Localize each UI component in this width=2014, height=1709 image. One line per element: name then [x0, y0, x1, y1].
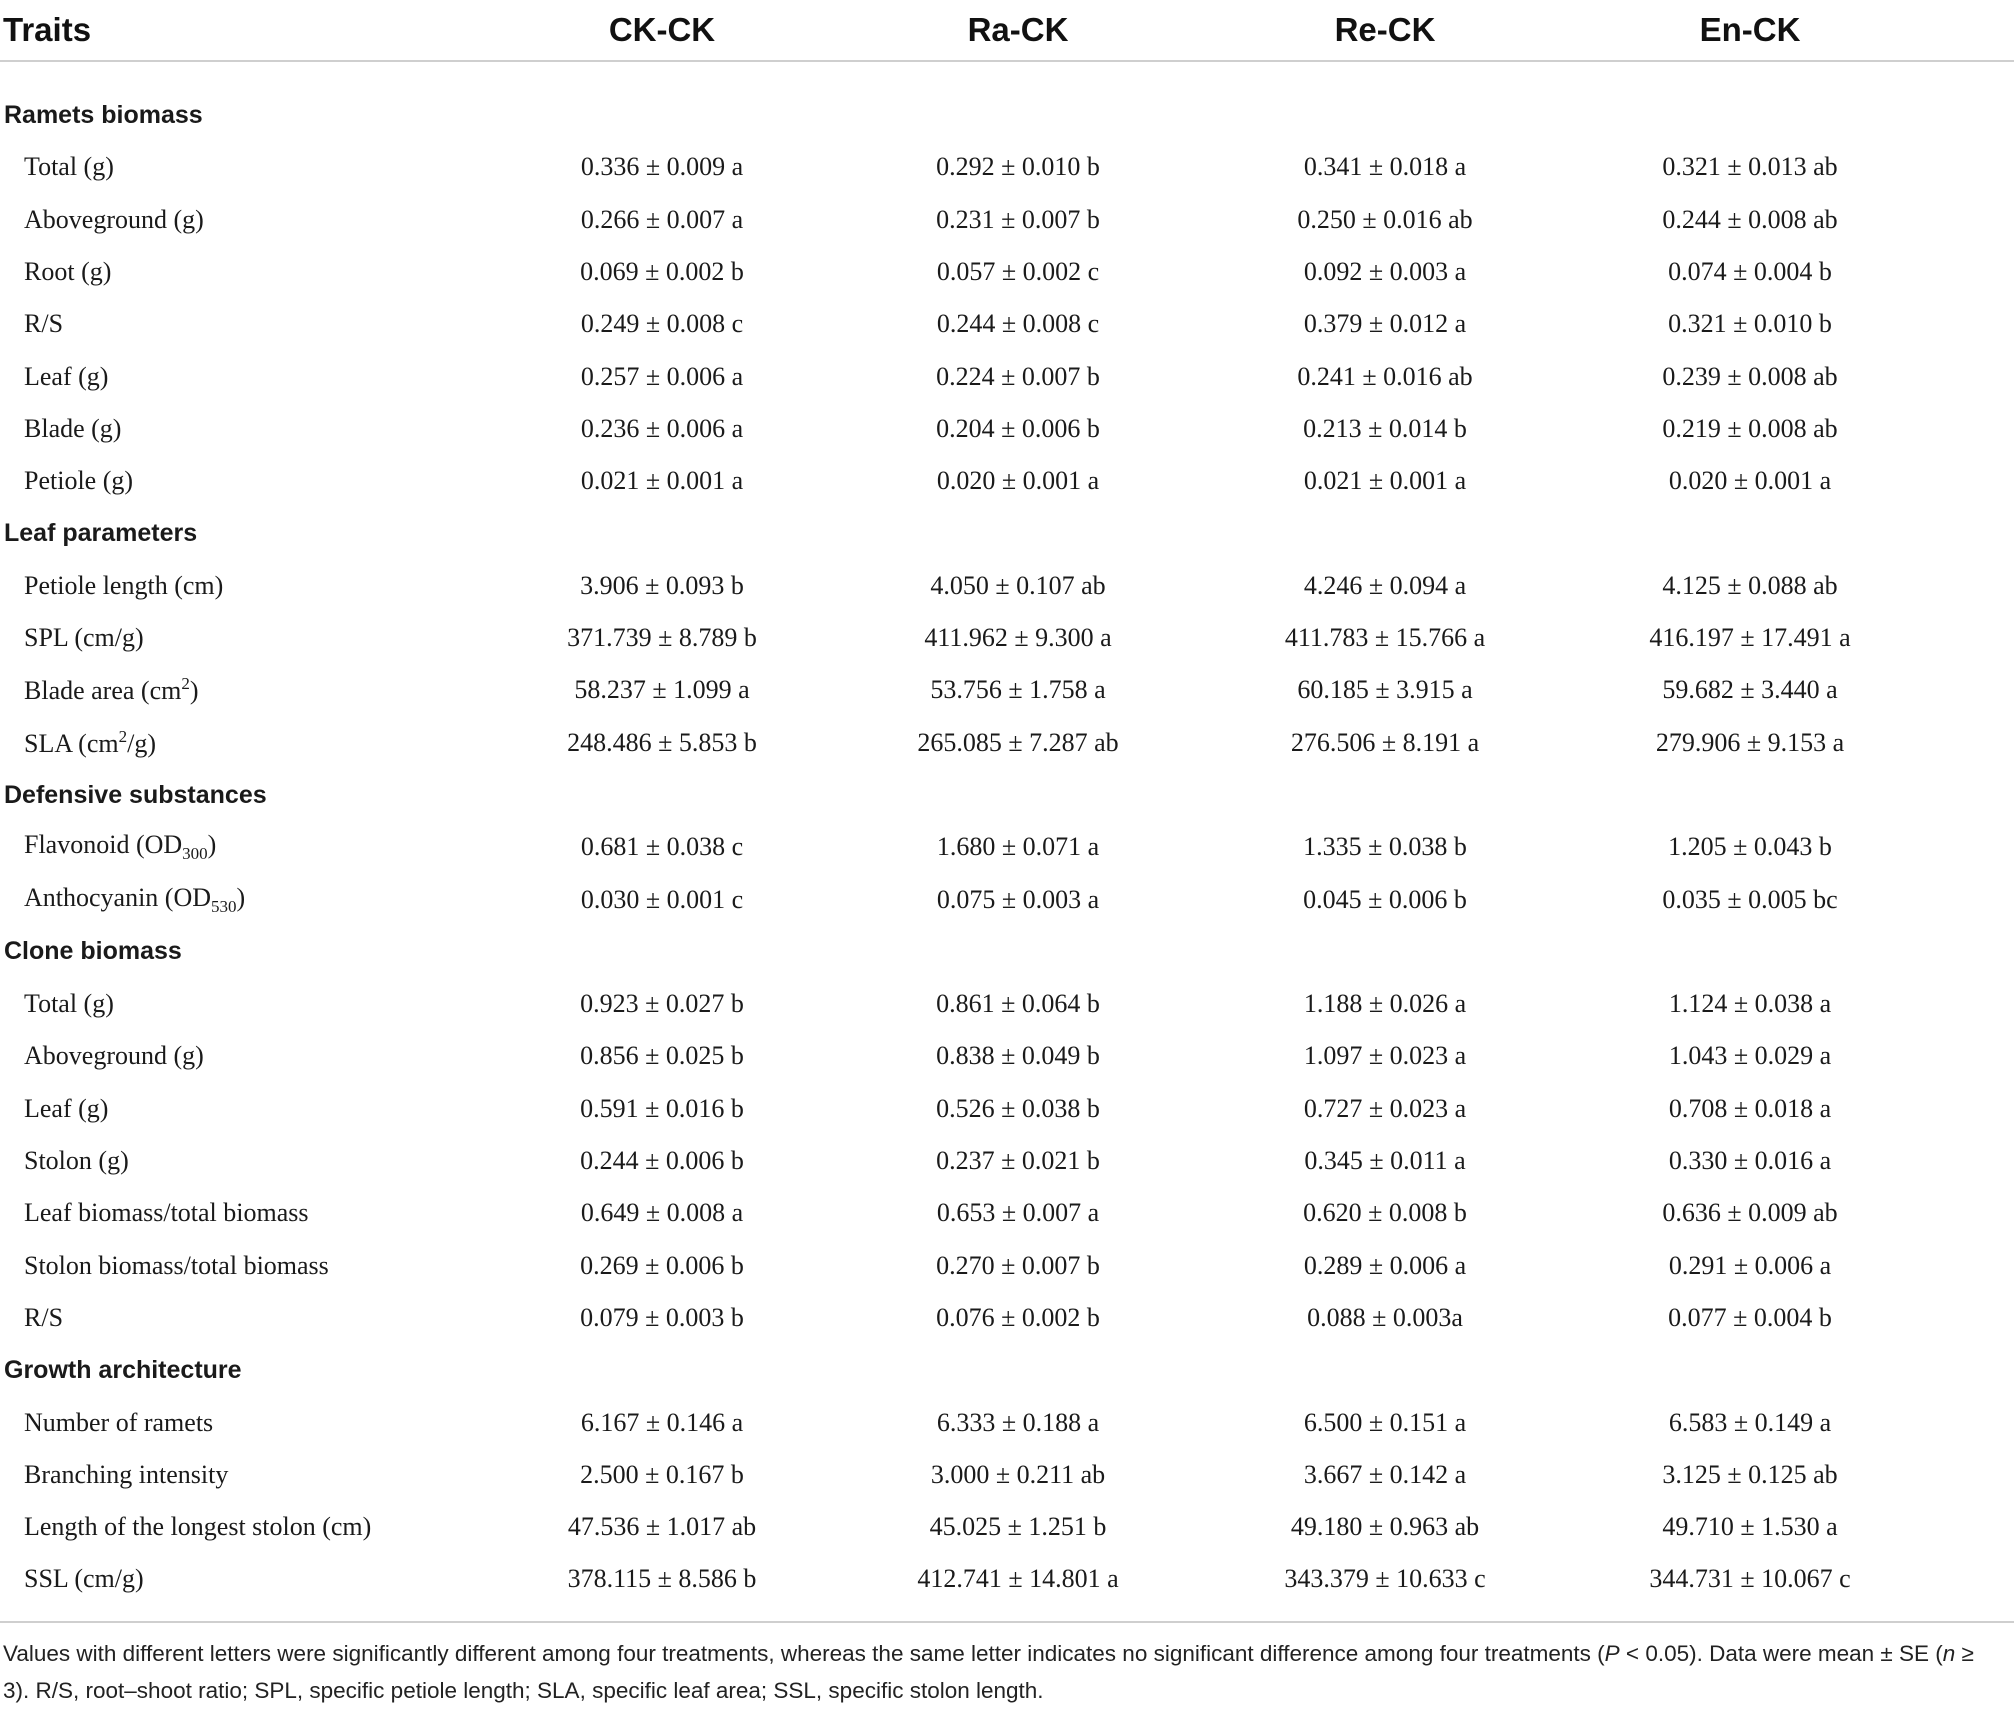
section-title: Leaf parameters	[4, 519, 198, 548]
trait-label-text: Leaf (g)	[24, 1093, 109, 1123]
value-cell-ra-ck: 0.057 ± 0.002 c	[936, 257, 1100, 287]
trait-label	[0, 623, 144, 653]
trait-label	[0, 205, 204, 235]
value-cell-re-ck: 60.185 ± 3.915 a	[1297, 675, 1473, 705]
value-cell-en-ck: 0.077 ± 0.004 b	[1668, 1302, 1832, 1332]
table-row	[0, 978, 2014, 1030]
value-cell-en-ck: 0.321 ± 0.010 b	[1668, 309, 1832, 339]
value-cell-ck-ck: 0.030 ± 0.001 c	[580, 884, 744, 914]
section-header-row	[0, 89, 2014, 141]
value-cell-en-ck: 49.710 ± 1.530 a	[1662, 1512, 1838, 1542]
trait-label	[0, 727, 156, 759]
header-en-ck: En-CK	[1699, 11, 1801, 48]
value-cell-ra-ck: 4.050 ± 0.107 ab	[930, 570, 1106, 600]
table-row	[0, 350, 2014, 402]
value-cell-re-ck: 0.341 ± 0.018 a	[1303, 152, 1467, 182]
trait-label	[0, 309, 63, 339]
trait-label-text: Stolon biomass/total biomass	[24, 1250, 329, 1280]
footnote-part1: Values with different letters were significantly different among four treatments, whereas the same letter indicates no significant difference among four treatments (	[3, 1640, 1605, 1666]
table-row	[0, 455, 2014, 507]
value-cell-en-ck: 0.291 ± 0.006 a	[1668, 1250, 1832, 1280]
table-row	[0, 664, 2014, 716]
trait-label-text: Length of the longest stolon (cm)	[24, 1512, 372, 1542]
value-cell-ck-ck: 0.923 ± 0.027 b	[580, 989, 744, 1019]
value-cell-ck-ck: 0.244 ± 0.006 b	[580, 1146, 744, 1176]
table-row	[0, 1030, 2014, 1082]
section-header-row	[0, 507, 2014, 559]
value-cell-en-ck: 0.074 ± 0.004 b	[1668, 257, 1832, 287]
value-cell-en-ck: 1.124 ± 0.038 a	[1668, 989, 1832, 1019]
trait-label-text: Number of ramets	[24, 1407, 214, 1437]
trait-label	[0, 257, 111, 287]
value-cell-ra-ck: 0.204 ± 0.006 b	[936, 413, 1100, 443]
value-cell-en-ck: 3.125 ± 0.125 ab	[1662, 1459, 1838, 1489]
table-row	[0, 141, 2014, 193]
value-cell-en-ck: 0.708 ± 0.018 a	[1668, 1093, 1832, 1123]
value-cell-re-ck: 0.021 ± 0.001 a	[1303, 466, 1467, 496]
value-cell-ck-ck: 0.236 ± 0.006 a	[580, 413, 744, 443]
value-cell-en-ck: 0.244 ± 0.008 ab	[1662, 204, 1838, 234]
value-cell-re-ck: 411.783 ± 15.766 a	[1284, 623, 1486, 653]
value-cell-ra-ck: 0.292 ± 0.010 b	[936, 152, 1100, 182]
value-cell-ra-ck: 1.680 ± 0.071 a	[936, 832, 1100, 862]
value-cell-en-ck: 0.636 ± 0.009 ab	[1662, 1198, 1838, 1228]
trait-label-text: Leaf (g)	[24, 361, 109, 391]
trait-label	[0, 1512, 371, 1542]
value-cell-re-ck: 49.180 ± 0.963 ab	[1290, 1512, 1480, 1542]
value-cell-re-ck: 6.500 ± 0.151 a	[1303, 1407, 1467, 1437]
value-cell-ra-ck: 265.085 ± 7.287 ab	[917, 727, 1119, 757]
value-cell-re-ck: 0.241 ± 0.016 ab	[1297, 361, 1473, 391]
table-row	[0, 1449, 2014, 1501]
value-cell-re-ck: 0.045 ± 0.006 b	[1303, 884, 1467, 914]
footnote-p-symbol: P	[1604, 1640, 1620, 1666]
value-cell-ck-ck: 3.906 ± 0.093 b	[580, 570, 744, 600]
trait-label-text: Leaf biomass/total biomass	[24, 1198, 309, 1228]
value-cell-ck-ck: 6.167 ± 0.146 a	[580, 1407, 744, 1437]
value-cell-en-ck: 0.035 ± 0.005 bc	[1662, 884, 1838, 914]
value-cell-re-ck: 0.088 ± 0.003a	[1307, 1302, 1463, 1332]
value-cell-ck-ck: 0.249 ± 0.008 c	[580, 309, 744, 339]
section-title: Growth architecture	[4, 1355, 242, 1384]
trait-label	[0, 1198, 309, 1228]
value-cell-re-ck: 0.289 ± 0.006 a	[1303, 1250, 1467, 1280]
trait-label	[0, 1094, 108, 1124]
trait-label	[0, 466, 133, 496]
trait-label-text: SLA (cm	[24, 728, 119, 758]
value-cell-re-ck: 0.727 ± 0.023 a	[1303, 1093, 1467, 1123]
trait-label-text: Aboveground (g)	[24, 1041, 204, 1071]
value-cell-ra-ck: 412.741 ± 14.801 a	[917, 1564, 1119, 1594]
value-cell-re-ck: 0.620 ± 0.008 b	[1303, 1198, 1467, 1228]
value-cell-en-ck: 0.219 ± 0.008 ab	[1662, 413, 1838, 443]
value-cell-ra-ck: 0.231 ± 0.007 b	[936, 204, 1100, 234]
value-cell-re-ck: 0.250 ± 0.016 ab	[1297, 204, 1473, 234]
value-cell-ck-ck: 248.486 ± 5.853 b	[567, 727, 757, 757]
trait-label	[0, 362, 108, 392]
value-cell-ra-ck: 0.244 ± 0.008 c	[936, 309, 1100, 339]
trait-label-text: Blade area (cm	[24, 676, 182, 706]
value-cell-en-ck: 4.125 ± 0.088 ab	[1662, 570, 1838, 600]
value-cell-ck-ck: 378.115 ± 8.586 b	[567, 1564, 757, 1594]
value-cell-ck-ck: 0.257 ± 0.006 a	[580, 361, 744, 391]
section-title: Ramets biomass	[4, 100, 203, 129]
footnote-n-symbol: n	[1942, 1640, 1956, 1666]
trait-label-subscript: 530	[211, 896, 237, 916]
table-row	[0, 194, 2014, 246]
trait-label	[0, 571, 223, 601]
value-cell-ck-ck: 0.079 ± 0.003 b	[580, 1302, 744, 1332]
value-cell-ra-ck: 0.861 ± 0.064 b	[936, 989, 1100, 1019]
value-cell-ck-ck: 0.269 ± 0.006 b	[580, 1250, 744, 1280]
value-cell-en-ck: 1.205 ± 0.043 b	[1668, 832, 1832, 862]
trait-label-text: Total (g)	[24, 152, 114, 182]
footnote-part2: < 0.05). Data were mean ± SE (	[1619, 1640, 1943, 1666]
value-cell-ck-ck: 0.336 ± 0.009 a	[580, 152, 744, 182]
trait-label-text: SSL (cm/g)	[24, 1564, 144, 1594]
value-cell-ck-ck: 371.739 ± 8.789 b	[567, 623, 757, 653]
section-title: Clone biomass	[4, 937, 182, 966]
value-cell-ck-ck: 0.021 ± 0.001 a	[580, 466, 744, 496]
value-cell-en-ck: 416.197 ± 17.491 a	[1649, 623, 1851, 653]
value-cell-ra-ck: 0.838 ± 0.049 b	[936, 1041, 1100, 1071]
value-cell-ra-ck: 0.526 ± 0.038 b	[936, 1093, 1100, 1123]
value-cell-re-ck: 0.345 ± 0.011 a	[1304, 1146, 1466, 1176]
value-cell-ra-ck: 411.962 ± 9.300 a	[924, 623, 1112, 653]
footnote-part3: ≥ 3). R/S, root–shoot ratio; SPL, specific petiole length; SLA, specific leaf area; SSL, specific stolon length.	[3, 1640, 1974, 1703]
trait-label-subscript: 300	[182, 844, 208, 864]
trait-label-suffix: )	[236, 882, 246, 912]
table-row	[0, 1553, 2014, 1605]
trait-label-superscript: 2	[181, 674, 190, 694]
trait-label	[0, 883, 245, 917]
value-cell-ra-ck: 53.756 ± 1.758 a	[930, 675, 1106, 705]
table-row	[0, 1396, 2014, 1448]
value-cell-ck-ck: 0.591 ± 0.016 b	[580, 1093, 744, 1123]
value-cell-re-ck: 3.667 ± 0.142 a	[1303, 1459, 1467, 1489]
value-cell-ra-ck: 0.653 ± 0.007 a	[936, 1198, 1100, 1228]
trait-label-text: Anthocyanin (OD	[24, 882, 212, 912]
value-cell-ra-ck: 6.333 ± 0.188 a	[936, 1407, 1100, 1437]
value-cell-re-ck: 276.506 ± 8.191 a	[1290, 727, 1480, 757]
header-re-ck: Re-CK	[1334, 11, 1436, 48]
header-traits: Traits	[3, 11, 92, 48]
value-cell-en-ck: 0.321 ± 0.013 ab	[1662, 152, 1838, 182]
trait-label	[0, 1251, 329, 1281]
trait-label-suffix: /g)	[127, 728, 156, 758]
trait-label-text: Petiole length (cm)	[24, 570, 224, 600]
table-row	[0, 1187, 2014, 1239]
header-ra-ck: Ra-CK	[967, 11, 1069, 48]
table-header-row	[0, 0, 2014, 62]
table-row	[0, 1083, 2014, 1135]
value-cell-ck-ck: 0.856 ± 0.025 b	[580, 1041, 744, 1071]
trait-label	[0, 1460, 228, 1490]
table-body	[0, 62, 2014, 1606]
value-cell-re-ck: 1.335 ± 0.038 b	[1303, 832, 1467, 862]
value-cell-ck-ck: 0.266 ± 0.007 a	[580, 204, 744, 234]
trait-label	[0, 152, 114, 182]
value-cell-ra-ck: 0.224 ± 0.007 b	[936, 361, 1100, 391]
value-cell-ck-ck: 2.500 ± 0.167 b	[580, 1459, 744, 1489]
value-cell-re-ck: 0.213 ± 0.014 b	[1303, 413, 1467, 443]
value-cell-en-ck: 279.906 ± 9.153 a	[1655, 727, 1845, 757]
value-cell-re-ck: 0.092 ± 0.003 a	[1303, 257, 1467, 287]
trait-label	[0, 1303, 63, 1333]
trait-label-text: Petiole (g)	[24, 466, 134, 496]
table-row	[0, 717, 2014, 769]
table-row	[0, 821, 2014, 873]
value-cell-ra-ck: 0.075 ± 0.003 a	[936, 884, 1100, 914]
value-cell-ck-ck: 0.681 ± 0.038 c	[580, 832, 744, 862]
trait-label-text: Root (g)	[24, 257, 112, 287]
value-cell-ra-ck: 45.025 ± 1.251 b	[929, 1512, 1107, 1542]
value-cell-ck-ck: 0.649 ± 0.008 a	[580, 1198, 744, 1228]
table-row	[0, 403, 2014, 455]
table-row	[0, 1292, 2014, 1344]
value-cell-ra-ck: 3.000 ± 0.211 ab	[930, 1459, 1106, 1489]
value-cell-en-ck: 0.239 ± 0.008 ab	[1662, 361, 1838, 391]
trait-label-text: Aboveground (g)	[24, 204, 204, 234]
trait-label	[0, 674, 199, 706]
value-cell-ck-ck: 47.536 ± 1.017 ab	[567, 1512, 757, 1542]
trait-label	[0, 830, 216, 864]
value-cell-re-ck: 1.097 ± 0.023 a	[1303, 1041, 1467, 1071]
value-cell-re-ck: 4.246 ± 0.094 a	[1303, 570, 1467, 600]
trait-label-text: Branching intensity	[24, 1459, 229, 1489]
trait-label-suffix: )	[207, 830, 217, 860]
trait-label-text: R/S	[24, 309, 64, 339]
table-row	[0, 1135, 2014, 1187]
trait-label	[0, 989, 114, 1019]
value-cell-en-ck: 6.583 ± 0.149 a	[1668, 1407, 1832, 1437]
value-cell-en-ck: 0.020 ± 0.001 a	[1668, 466, 1832, 496]
value-cell-en-ck: 0.330 ± 0.016 a	[1668, 1146, 1832, 1176]
trait-label-text: Total (g)	[24, 989, 114, 1019]
value-cell-ck-ck: 58.237 ± 1.099 a	[574, 675, 750, 705]
value-cell-ra-ck: 0.076 ± 0.002 b	[936, 1302, 1100, 1332]
table-row	[0, 298, 2014, 350]
value-cell-en-ck: 344.731 ± 10.067 c	[1649, 1564, 1851, 1594]
table-row	[0, 246, 2014, 298]
trait-label-superscript: 2	[118, 726, 128, 746]
section-header-row	[0, 1344, 2014, 1396]
trait-label	[0, 1041, 204, 1071]
table-row	[0, 612, 2014, 664]
value-cell-ck-ck: 0.069 ± 0.002 b	[580, 257, 744, 287]
trait-label	[0, 414, 121, 444]
value-cell-en-ck: 59.682 ± 3.440 a	[1662, 675, 1838, 705]
trait-label-text: R/S	[24, 1302, 64, 1332]
table-row	[0, 873, 2014, 925]
trait-label	[0, 1564, 144, 1594]
table-row	[0, 1240, 2014, 1292]
trait-label-suffix: )	[189, 676, 199, 706]
value-cell-ra-ck: 0.270 ± 0.007 b	[936, 1250, 1100, 1280]
section-header-row	[0, 769, 2014, 821]
value-cell-re-ck: 0.379 ± 0.012 a	[1303, 309, 1467, 339]
table-bottom-rule	[0, 1621, 2014, 1623]
value-cell-re-ck: 1.188 ± 0.026 a	[1303, 989, 1467, 1019]
table-row	[0, 1501, 2014, 1553]
value-cell-re-ck: 343.379 ± 10.633 c	[1284, 1564, 1486, 1594]
trait-label	[0, 1146, 129, 1176]
table-footnote	[0, 1635, 2014, 1709]
section-header-row	[0, 926, 2014, 978]
trait-label-text: Stolon (g)	[24, 1146, 129, 1176]
table-row	[0, 560, 2014, 612]
trait-label-text: Flavonoid (OD	[24, 830, 183, 860]
trait-label	[0, 1408, 213, 1438]
header-ck-ck: CK-CK	[608, 11, 716, 48]
value-cell-ra-ck: 0.237 ± 0.021 b	[936, 1146, 1100, 1176]
value-cell-ra-ck: 0.020 ± 0.001 a	[936, 466, 1100, 496]
trait-label-text: Blade (g)	[24, 413, 122, 443]
section-title: Defensive substances	[4, 780, 267, 809]
value-cell-en-ck: 1.043 ± 0.029 a	[1668, 1041, 1832, 1071]
trait-label-text: SPL (cm/g)	[24, 623, 144, 653]
